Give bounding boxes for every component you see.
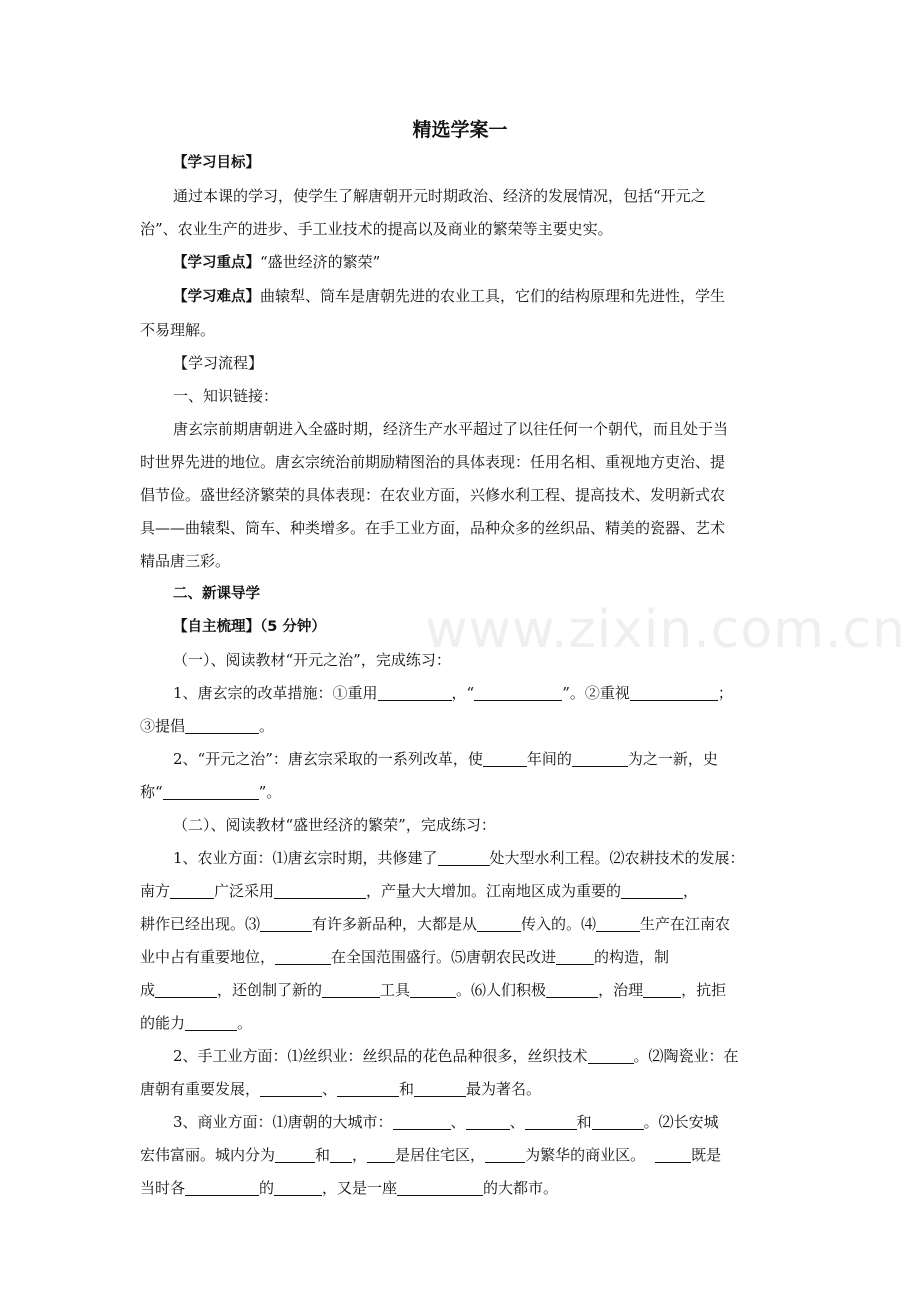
answer-blank[interactable]: [367, 1144, 395, 1163]
answer-blank[interactable]: [630, 682, 718, 701]
answer-blank[interactable]: [330, 1144, 352, 1163]
part2-heading: （二）、阅读教材“盛世经济的繁荣”，完成练习：: [173, 816, 496, 834]
section1-line: 唐玄宗前期唐朝进入全盛时期，经济生产水平超过了以往任何一个朝代，而且处于当: [173, 420, 729, 438]
answer-blank[interactable]: [163, 781, 259, 800]
objective-text-1: 通过本课的学习，使学生了解唐朝开元时期政治、经济的发展情况，包括“开元之: [173, 187, 706, 205]
key-point: 【学习重点】“盛世经济的繁荣”: [173, 253, 381, 271]
page-title: 精选学案一: [412, 119, 508, 141]
question-2-cont: 称“ ”。: [140, 783, 282, 801]
process-heading: 【学习流程】: [173, 354, 264, 372]
section1-line: 具——曲辕梨、筒车、种类增多。在手工业方面，品种众多的丝织品、精美的瓷器、艺术: [140, 519, 726, 537]
answer-blank[interactable]: [588, 1045, 634, 1064]
question-2: 2、“开元之治”：唐玄宗采取的一系列改革，使 年间的 为之一新，史: [173, 750, 718, 768]
agriculture-line: 南方 广泛采用 ，产量大大增加。江南地区成为重要的 ，: [140, 882, 699, 900]
answer-blank[interactable]: [260, 1078, 322, 1097]
answer-blank[interactable]: [155, 979, 217, 998]
answer-blank[interactable]: [275, 946, 331, 965]
watermark: www.zixin.com.cn: [425, 600, 906, 660]
answer-blank[interactable]: [337, 1078, 399, 1097]
answer-blank[interactable]: [438, 847, 490, 866]
document-body: [140, 146, 780, 1205]
answer-blank[interactable]: [185, 1012, 237, 1031]
commerce-line: 宏伟富丽。城内分为 和 ， 是居住宅区， 为繁华的商业区。 既是: [140, 1146, 722, 1164]
answer-blank[interactable]: [474, 682, 562, 701]
answer-blank[interactable]: [596, 913, 640, 932]
answer-blank[interactable]: [170, 880, 214, 899]
commerce-line: 3、商业方面：⑴唐朝的大城市： 、 、 和 。⑵长安城: [173, 1113, 719, 1131]
agriculture-line: 耕作已经出现。⑶ 有许多新品种，大都是从 传入的。⑷ 生产在江南农: [140, 915, 731, 933]
answer-blank[interactable]: [466, 1111, 510, 1130]
section1-line: 时世界先进的地位。唐玄宗统治前期励精图治的具体表现：任用名相、重视地方吏治、提: [140, 453, 726, 471]
difficulty: 【学习难点】曲辕犁、筒车是唐朝先进的农业工具，它们的结构原理和先进性，学生: [173, 287, 726, 305]
agriculture-line: 的能力 。: [140, 1014, 253, 1032]
answer-blank[interactable]: [185, 1177, 259, 1196]
answer-blank[interactable]: [643, 979, 681, 998]
question-1: 1、唐玄宗的改革措施：①重用 ，“ ”。②重视 ；: [173, 684, 733, 702]
handicraft-line: 唐朝有重要发展， 、 和 最为著名。: [140, 1080, 542, 1098]
answer-blank[interactable]: [410, 979, 456, 998]
section2-heading: 二、新课导学: [173, 586, 260, 602]
answer-blank[interactable]: [274, 1177, 322, 1196]
answer-blank[interactable]: [621, 880, 683, 899]
objective-heading: 【学习目标】: [173, 155, 260, 171]
answer-blank[interactable]: [414, 1078, 466, 1097]
self-study-heading: 【自主梳理】（5 分钟）: [173, 619, 326, 635]
difficulty-text-2: 不易理解。: [140, 321, 216, 339]
answer-blank[interactable]: [322, 979, 380, 998]
agriculture-line: 1、农业方面：⑴唐玄宗时期，共修建了 处大型水利工程。⑵农耕技术的发展：: [173, 849, 745, 867]
answer-blank[interactable]: [378, 682, 452, 701]
part1-heading: （一）、阅读教材“开元之治”，完成练习：: [173, 651, 451, 669]
answer-blank[interactable]: [393, 1111, 451, 1130]
answer-blank[interactable]: [485, 1144, 525, 1163]
answer-blank[interactable]: [185, 715, 259, 734]
handicraft-line: 2、手工业方面：⑴丝织业：丝织品的花色品种很多，丝织技术 。⑵陶瓷业：在: [173, 1047, 739, 1065]
answer-blank[interactable]: [397, 1177, 483, 1196]
agriculture-line: 业中占有重要地位， 在全国范围盛行。⑸唐朝农民改进 的构造，制: [140, 948, 670, 966]
answer-blank[interactable]: [275, 1144, 315, 1163]
commerce-line: 当时各 的 ，又是一座 的大都市。: [140, 1179, 559, 1197]
answer-blank[interactable]: [525, 1111, 577, 1130]
section1-heading: 一、知识链接：: [173, 387, 279, 405]
question-1-cont: ③提倡 。: [140, 717, 275, 735]
objective-text-2: 治”、农业生产的进步、手工业技术的提高以及商业的繁荣等主要史实。: [140, 220, 613, 238]
answer-blank[interactable]: [655, 1144, 691, 1163]
answer-blank[interactable]: [592, 1111, 644, 1130]
answer-blank[interactable]: [572, 748, 628, 767]
answer-blank[interactable]: [483, 748, 527, 767]
answer-blank[interactable]: [477, 913, 521, 932]
agriculture-line: 成 ，还创制了新的 工具 。⑹人们积极 ，治理 ，抗拒: [140, 981, 727, 999]
section1-line: 倡节俭。盛世经济繁荣的具体表现：在农业方面，兴修水利工程、提高技术、发明新式农: [140, 486, 726, 504]
answer-blank[interactable]: [274, 880, 366, 899]
answer-blank[interactable]: [546, 979, 598, 998]
section1-line: 精品唐三彩。: [140, 552, 231, 570]
answer-blank[interactable]: [260, 913, 312, 932]
answer-blank[interactable]: [556, 946, 594, 965]
